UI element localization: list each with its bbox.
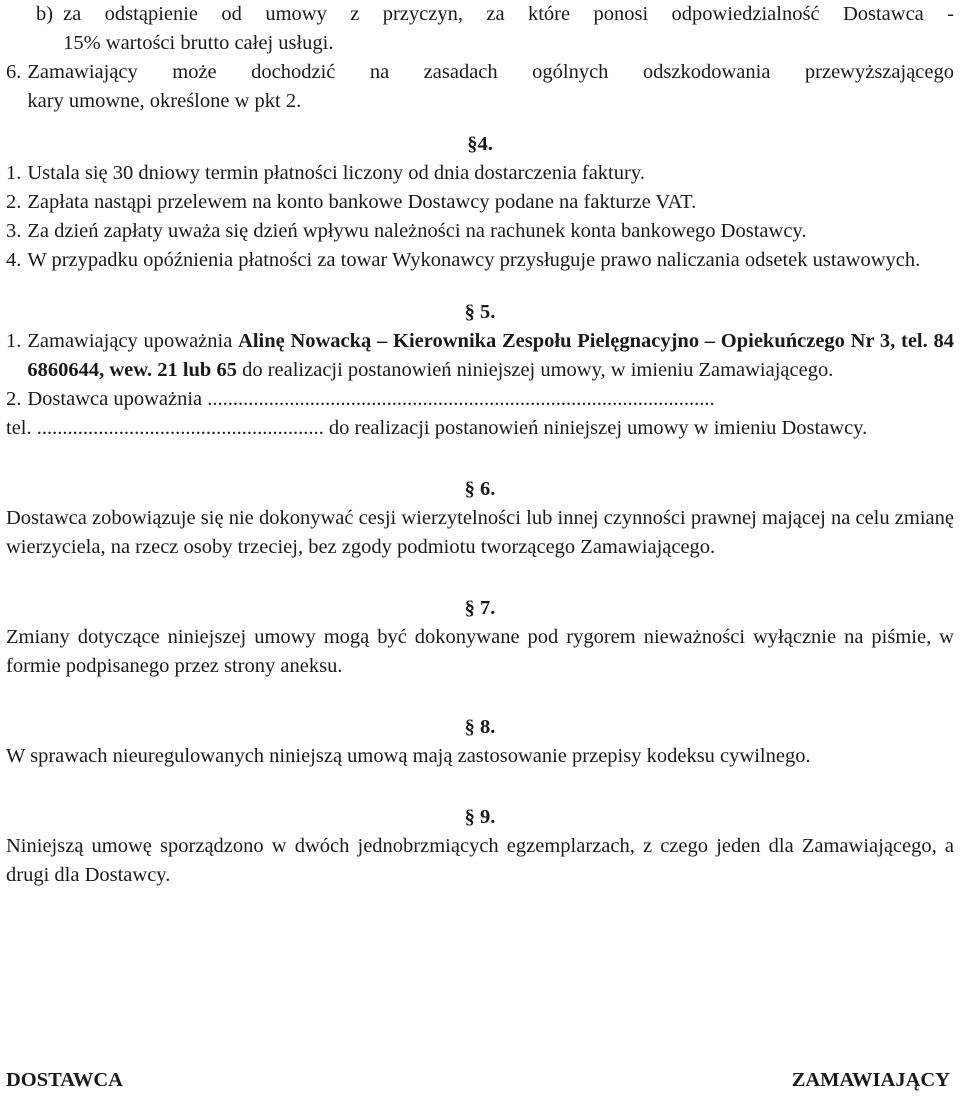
supplier-phone-blank: tel. ........................................................ do realizacji postanowień niniejszej umowy w imieniu Dostawcy. <box>6 417 868 439</box>
section-4-item <box>6 246 954 275</box>
section-9-text: Niniejszą umowę sporządzono w dwóch jednobrzmiących egzemplarzach, z czego jeden dla Zamawiającego, a drugi dla Dostawcy. <box>6 835 954 886</box>
item-number: 3. <box>6 220 22 242</box>
penalty-point-6 <box>6 58 954 116</box>
section-6-text: Dostawca zobowiązuje się nie dokonywać cesji wierzytelności lub innej czynności prawnej mającej na celu zmianę wierzyciela, na rzecz osoby trzeciej, bez zgody podmiotu tworzącego Zamawiającego. <box>6 507 954 558</box>
point-number: 2. <box>6 388 22 410</box>
item-text: W przypadku opóźnienia płatności za towar Wykonawcy przysługuje prawo naliczania odsetek ustawowych. <box>27 249 921 271</box>
item-b-line1: za odstąpienie od umowy z przyczyn, za które ponosi odpowiedzialność Dostawca - <box>63 3 954 25</box>
item-label: b) <box>36 3 54 25</box>
point-6-line1: Zamawiający może dochodzić na zasadach ogólnych odszkodowania przewyższającego <box>27 61 954 83</box>
section-4-item <box>6 159 954 188</box>
point-text: Zamawiający upoważnia <box>27 330 239 352</box>
section-title-5: § 5. <box>464 301 496 323</box>
point-text: do realizacji postanowień niniejszej umowy, w imieniu Zamawiającego. <box>236 359 834 381</box>
signature-buyer: ZAMAWIAJĄCY <box>791 1069 950 1091</box>
item-number: 4. <box>6 249 22 271</box>
supplier-authorized-blank: Dostawca upoważnia ................................................................................................... <box>27 388 715 410</box>
section-4-item <box>6 188 954 217</box>
section-7-text: Zmiany dotyczące niniejszej umowy mogą być dokonywane pod rygorem nieważności wyłącznie na piśmie, w formie podpisanego przez strony aneksu. <box>6 626 954 677</box>
point-number: 1. <box>6 330 22 352</box>
point-6-line2: kary umowne, określone w pkt 2. <box>27 90 302 112</box>
section-5-point-2 <box>6 385 954 414</box>
point-number: 6. <box>6 61 22 83</box>
authorized-person: Alinę Nowacką – Kierownika Zespołu Pielęgnacyjno – Opiekuńczego Nr 3, tel. 84 6860644, wew. 21 lub 65 <box>27 330 954 381</box>
section-title-7: § 7. <box>464 597 496 619</box>
section-title-6: § 6. <box>464 478 496 500</box>
item-text: Ustala się 30 dniowy termin płatności liczony od dnia dostarczenia faktury. <box>27 162 645 184</box>
document-page <box>6 0 954 890</box>
section-4-item <box>6 217 954 246</box>
item-text: Zapłata nastąpi przelewem na konto bankowe Dostawcy podane na fakturze VAT. <box>27 191 697 213</box>
section-5-point-1 <box>6 327 954 385</box>
section-8-text: W sprawach nieuregulowanych niniejszą umową mają zastosowanie przepisy kodeksu cywilnego. <box>6 745 811 767</box>
item-b-line2: 15% wartości brutto całej usługi. <box>63 32 334 54</box>
item-number: 1. <box>6 162 22 184</box>
item-text: Za dzień zapłaty uważa się dzień wpływu należności na rachunek konta bankowego Dostawcy. <box>27 220 807 242</box>
item-number: 2. <box>6 191 22 213</box>
section-title-4: §4. <box>467 133 493 155</box>
signature-supplier: DOSTAWCA <box>6 1069 123 1091</box>
section-title-8: § 8. <box>464 716 496 738</box>
penalty-item-b <box>6 0 954 58</box>
section-title-9: § 9. <box>464 806 496 828</box>
